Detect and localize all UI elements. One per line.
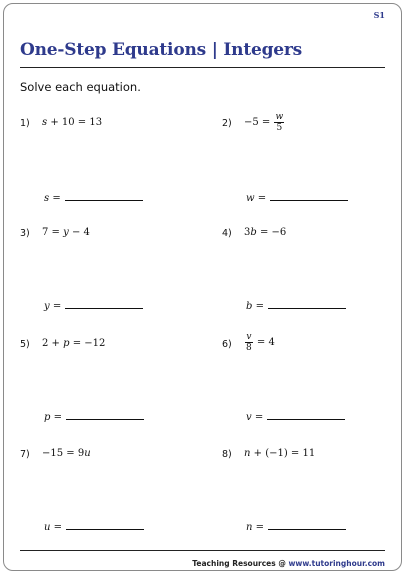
footer-prefix: Teaching Resources @	[192, 559, 289, 568]
instructions: Solve each equation.	[20, 80, 141, 94]
answer-blank[interactable]	[268, 521, 346, 530]
answer-variable: w	[246, 193, 255, 204]
worksheet-page	[3, 3, 402, 571]
equation-left: −15 = 9	[42, 448, 85, 459]
equation	[244, 332, 275, 353]
answer-equals: =	[50, 412, 62, 423]
answer-5	[44, 411, 144, 423]
problem-number: 2)	[222, 118, 232, 129]
answer-variable: p	[44, 412, 51, 423]
fraction-denominator: 8	[246, 343, 252, 353]
equation-left: −5 =	[244, 117, 274, 128]
worksheet-code: S1	[373, 10, 385, 20]
fraction-numerator: w	[275, 112, 284, 122]
fraction	[245, 332, 253, 353]
fraction-denominator: 5	[276, 123, 283, 133]
equation	[244, 227, 286, 238]
answer-equals: =	[252, 522, 265, 533]
top-divider	[20, 67, 385, 68]
answer-2	[246, 192, 348, 204]
equation-variable: p	[63, 338, 70, 349]
answer-blank[interactable]	[268, 300, 346, 309]
answer-variable: y	[44, 301, 50, 312]
equation	[244, 448, 315, 459]
equation-rest: = 4	[253, 337, 275, 348]
answer-variable: s	[44, 193, 50, 204]
equation	[244, 112, 285, 133]
answer-equals: =	[252, 301, 264, 312]
answer-6	[246, 411, 345, 423]
answer-variable: v	[246, 412, 252, 423]
answer-3	[44, 300, 143, 312]
equation-variable: u	[84, 448, 91, 459]
equation-left: 7 =	[42, 227, 64, 238]
equation	[42, 448, 91, 459]
equation-rest: − 4	[68, 227, 90, 238]
answer-equals: =	[49, 301, 62, 312]
answer-blank[interactable]	[66, 521, 144, 530]
answer-equals: =	[50, 522, 63, 533]
answer-7	[44, 521, 144, 533]
answer-blank[interactable]	[65, 192, 143, 201]
answer-equals: =	[254, 193, 267, 204]
equation-rest: + 10 = 13	[47, 117, 103, 128]
answer-blank[interactable]	[65, 300, 143, 309]
answer-variable: u	[44, 522, 51, 533]
footer-credit	[192, 559, 385, 568]
footer-link[interactable]: www.tutoringhour.com	[288, 559, 385, 568]
answer-equals: =	[251, 412, 264, 423]
equation-rest: + (−1) = 11	[250, 448, 316, 459]
equation	[42, 227, 90, 238]
equation-variable: y	[63, 227, 69, 238]
answer-1	[44, 192, 143, 204]
problem-number: 5)	[20, 339, 30, 350]
answer-4	[246, 300, 346, 312]
equation-rest: = −6	[256, 227, 287, 238]
equation-variable: s	[42, 117, 48, 128]
answer-equals: =	[49, 193, 61, 204]
problem-number: 4)	[222, 228, 232, 239]
answer-blank[interactable]	[270, 192, 348, 201]
answer-blank[interactable]	[267, 411, 345, 420]
equation-variable: b	[250, 227, 257, 238]
bottom-divider	[20, 550, 385, 551]
equation-variable: n	[244, 448, 251, 459]
fraction-numerator: v	[246, 332, 252, 342]
answer-variable: b	[246, 301, 253, 312]
equation	[42, 117, 102, 128]
problem-number: 8)	[222, 449, 232, 460]
answer-blank[interactable]	[66, 411, 144, 420]
problem-number: 1)	[20, 118, 30, 129]
problem-number: 7)	[20, 449, 30, 460]
answer-variable: n	[246, 522, 253, 533]
problem-number: 3)	[20, 228, 30, 239]
equation-rest: = −12	[69, 338, 106, 349]
page-title: One-Step Equations | Integers	[20, 40, 303, 60]
fraction	[274, 112, 284, 133]
equation-left: 2 +	[42, 338, 64, 349]
answer-8	[246, 521, 346, 533]
equation-left: 3	[244, 227, 251, 238]
equation	[42, 338, 105, 349]
problem-number: 6)	[222, 339, 232, 350]
